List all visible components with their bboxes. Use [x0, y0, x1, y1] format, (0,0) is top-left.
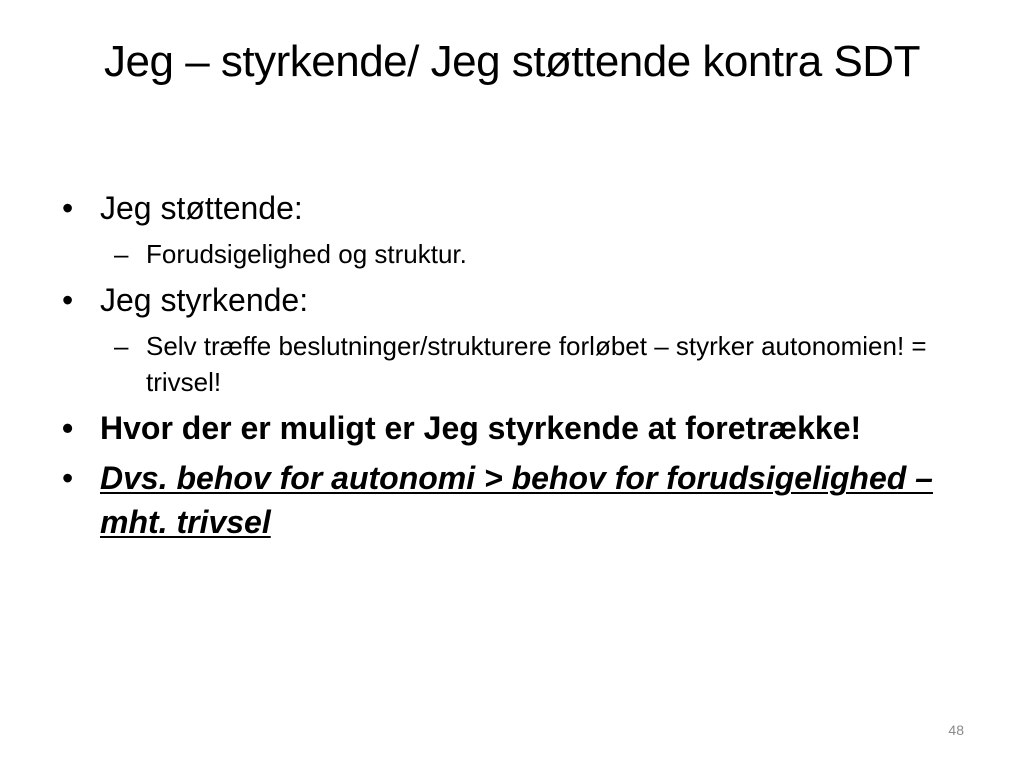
dash-icon: – [114, 239, 129, 269]
sub-bullet-item [62, 236, 962, 272]
sub-bullet-text: Selv træffe beslutninger/strukturere forløbet – styrker autonomien! = trivsel! [146, 331, 927, 397]
bullet-dot-icon: • [62, 282, 74, 318]
bullet-text: Jeg styrkende: [100, 282, 309, 318]
slide-content [62, 186, 962, 550]
bullet-text: Jeg støttende: [100, 190, 303, 226]
slide-title: Jeg – styrkende/ Jeg støttende kontra SDT [104, 37, 920, 86]
bullet-item [62, 186, 962, 230]
bullet-text: Hvor der er muligt er Jeg styrkende at foretrække! [100, 410, 862, 446]
bullet-dot-icon: • [62, 460, 74, 496]
bullet-text: Dvs. behov for autonomi > behov for forudsigelighed – mht. trivsel [100, 460, 933, 540]
bullet-dot-icon: • [62, 190, 74, 226]
sub-bullet-item [62, 328, 962, 400]
dash-icon: – [114, 331, 129, 361]
bullet-item [62, 278, 962, 322]
sub-bullet-text: Forudsigelighed og struktur. [146, 239, 467, 269]
bullet-item-conclusion [62, 456, 962, 544]
page-number: 48 [948, 722, 964, 738]
bullet-dot-icon: • [62, 410, 74, 446]
bullet-item-emphasis [62, 406, 962, 450]
